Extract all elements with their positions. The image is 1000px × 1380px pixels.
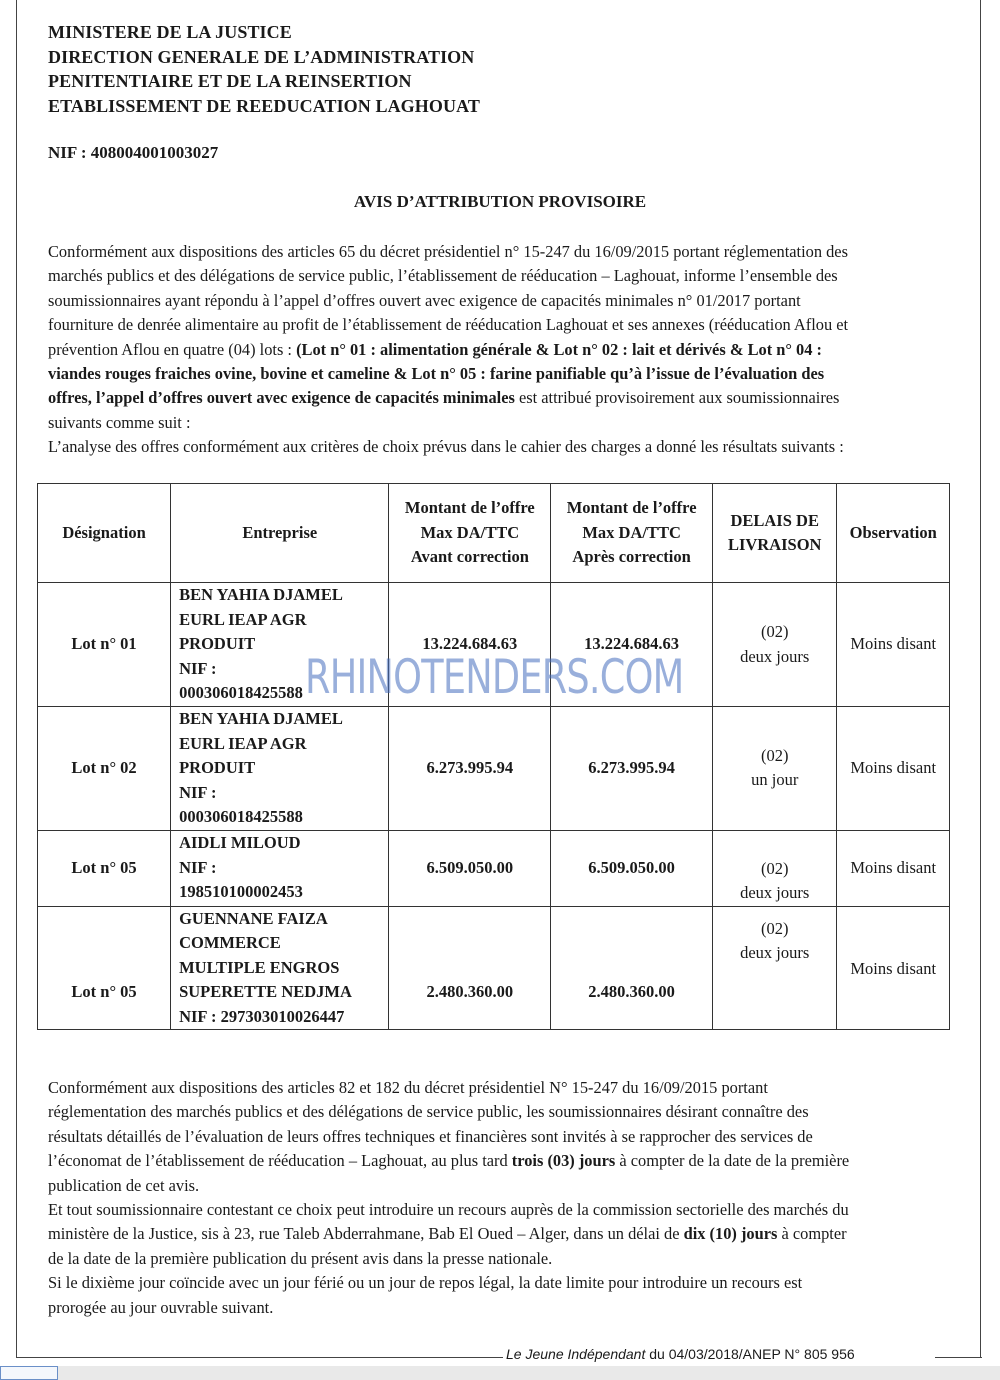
row-montant-apres: 6.509.050.00	[551, 830, 713, 906]
closing-paragraph	[48, 1076, 858, 1320]
row-entreprise: BEN YAHIA DJAMEL EURL IEAP AGR PRODUIT NIF : 000306018425588	[171, 707, 389, 831]
row-delai: (02) deux jours	[713, 583, 837, 707]
col-montant-apres: Montant de l’offre Max DA/TTC Après correction	[551, 484, 713, 583]
row-montant-avant: 2.480.360.00	[389, 906, 551, 1030]
row-observation: Moins disant	[837, 830, 950, 906]
intro-paragraph	[48, 240, 858, 460]
intro-text: Conformément aux dispositions des articles 65 du décret présidentiel n° 15-247 du 16/09/2015 portant réglementation des marchés publics et des délégations de service public, l’établissement de rééducation – Laghouat, informe l’ensemble des soumissionnaires ayant répondu à l’appel d’offres ouvert avec exigence de capacités minimales n° 01/2017 portant fourniture de denrée alimentaire au profit de l’établissement de rééducation Laghouat et ses annexes (rééducation Aflou et prévention Aflou en quatre (04) lots :	[48, 242, 849, 359]
row-delai: (02) un jour	[713, 707, 837, 831]
closing-p2-bold: dix (10) jours	[683, 1224, 778, 1244]
intro-lots-bold: (Lot n° 01 : alimentation générale & Lot n° 02 : lait et dérivés & Lot n° 04 : viandes rouges fraiches ovine, bovine et cameline & Lot n° 05 : farine panifiable qu’à l’issue de l’évaluation des offres, l’appel d’offres ouvert avec exigence de capacités minimales	[48, 339, 825, 408]
row-montant-apres: 6.273.995.94	[551, 707, 713, 831]
publication-footer	[506, 1346, 855, 1362]
row-montant-avant: 6.509.050.00	[389, 830, 551, 906]
table-row	[38, 830, 950, 906]
intro-tail: est attribué provisoirement aux soumissionnaires suivants comme suit :	[48, 388, 840, 432]
closing-p3: Si le dixième jour coïncide avec un jour férié ou un jour de repos légal, la date limite pour introduire un recours est prorogée au jour ouvrable suivant.	[48, 1273, 803, 1317]
row-entreprise: AIDLI MILOUD NIF : 198510100002453	[171, 830, 389, 906]
col-designation: Désignation	[38, 484, 171, 583]
closing-p2: Et tout soumissionnaire contestant ce choix peut introduire un recours auprès de la commission sectorielle des marchés du ministère de la Justice, sis à 23, rue Taleb Abderrahmane, Bab El Oued – Alger, dans un délai de	[48, 1200, 849, 1244]
row-montant-apres: 13.224.684.63	[551, 583, 713, 707]
header-line-penitentiaire: PENITENTIAIRE ET DE LA REINSERTION	[48, 71, 412, 91]
row-designation: Lot n° 05	[38, 906, 171, 1030]
closing-p1-tail: à compter de la date de la première publication de cet avis.	[48, 1151, 850, 1195]
row-designation: Lot n° 02	[38, 707, 171, 831]
row-observation: Moins disant	[837, 906, 950, 1030]
row-observation: Moins disant	[837, 583, 950, 707]
row-montant-apres: 2.480.360.00	[551, 906, 713, 1030]
issuer-header	[48, 20, 480, 118]
col-entreprise: Entreprise	[171, 484, 389, 583]
row-designation: Lot n° 01	[38, 583, 171, 707]
row-montant-avant: 6.273.995.94	[389, 707, 551, 831]
row-delai: (02) deux jours	[713, 830, 837, 906]
table-row	[38, 906, 950, 1030]
attribution-table	[37, 483, 950, 1030]
notice-title: AVIS D’ATTRIBUTION PROVISOIRE	[353, 192, 647, 211]
row-entreprise: BEN YAHIA DJAMEL EURL IEAP AGR PRODUIT NIF : 000306018425588	[171, 583, 389, 707]
publication-ref: du 04/03/2018/ANEP N° 805 956	[645, 1346, 855, 1362]
table-header-row	[38, 484, 950, 583]
row-delai: (02) deux jours	[713, 906, 837, 1030]
closing-p2-tail: à compter de la date de la première publication du présent avis dans la presse nationale.	[48, 1224, 847, 1268]
row-observation: Moins disant	[837, 707, 950, 831]
col-observation: Observation	[837, 484, 950, 583]
viewer-bottom-bar	[0, 1366, 1000, 1380]
header-line-ministry: MINISTERE DE LA JUSTICE	[48, 22, 292, 42]
closing-p1-bold: trois (03) jours	[511, 1151, 616, 1171]
row-entreprise: GUENNANE FAIZA COMMERCE MULTIPLE ENGROS SUPERETTE NEDJMA NIF : 297303010026447	[171, 906, 389, 1030]
issuer-nif: NIF : 408004001003027	[48, 143, 219, 162]
col-delais: DELAIS DE LIVRAISON	[713, 484, 837, 583]
row-montant-avant: 13.224.684.63	[389, 583, 551, 707]
col-montant-avant: Montant de l’offre Max DA/TTC Avant correction	[389, 484, 551, 583]
footer-rule-left	[16, 1357, 503, 1358]
footer-rule-right	[935, 1357, 982, 1358]
header-line-direction: DIRECTION GENERALE DE L’ADMINISTRATION	[48, 46, 475, 67]
viewer-bottom-button[interactable]	[0, 1366, 58, 1380]
row-designation: Lot n° 05	[38, 830, 171, 906]
closing-p1: Conformément aux dispositions des articles 82 et 182 du décret présidentiel N° 15-247 du 16/09/2015 portant réglementation des marchés publics et des délégations de service public, les soumissionnaires désirant connaître des résultats détaillés de l’évaluation de leurs offres techniques et financières sont invités à se rapprocher des services de l’économat de l’établissement de rééducation – Laghouat, au plus tard	[48, 1078, 813, 1171]
header-line-etablissement: ETABLISSEMENT DE REEDUCATION LAGHOUAT	[48, 95, 480, 116]
table-row	[38, 707, 950, 831]
watermark: RHINOTENDERS.COM	[305, 650, 684, 705]
intro-analysis: L’analyse des offres conformément aux critères de choix prévus dans le cahier des charges a donné les résultats suivants :	[48, 437, 844, 457]
newspaper-name: Le Jeune Indépendant	[506, 1346, 646, 1362]
